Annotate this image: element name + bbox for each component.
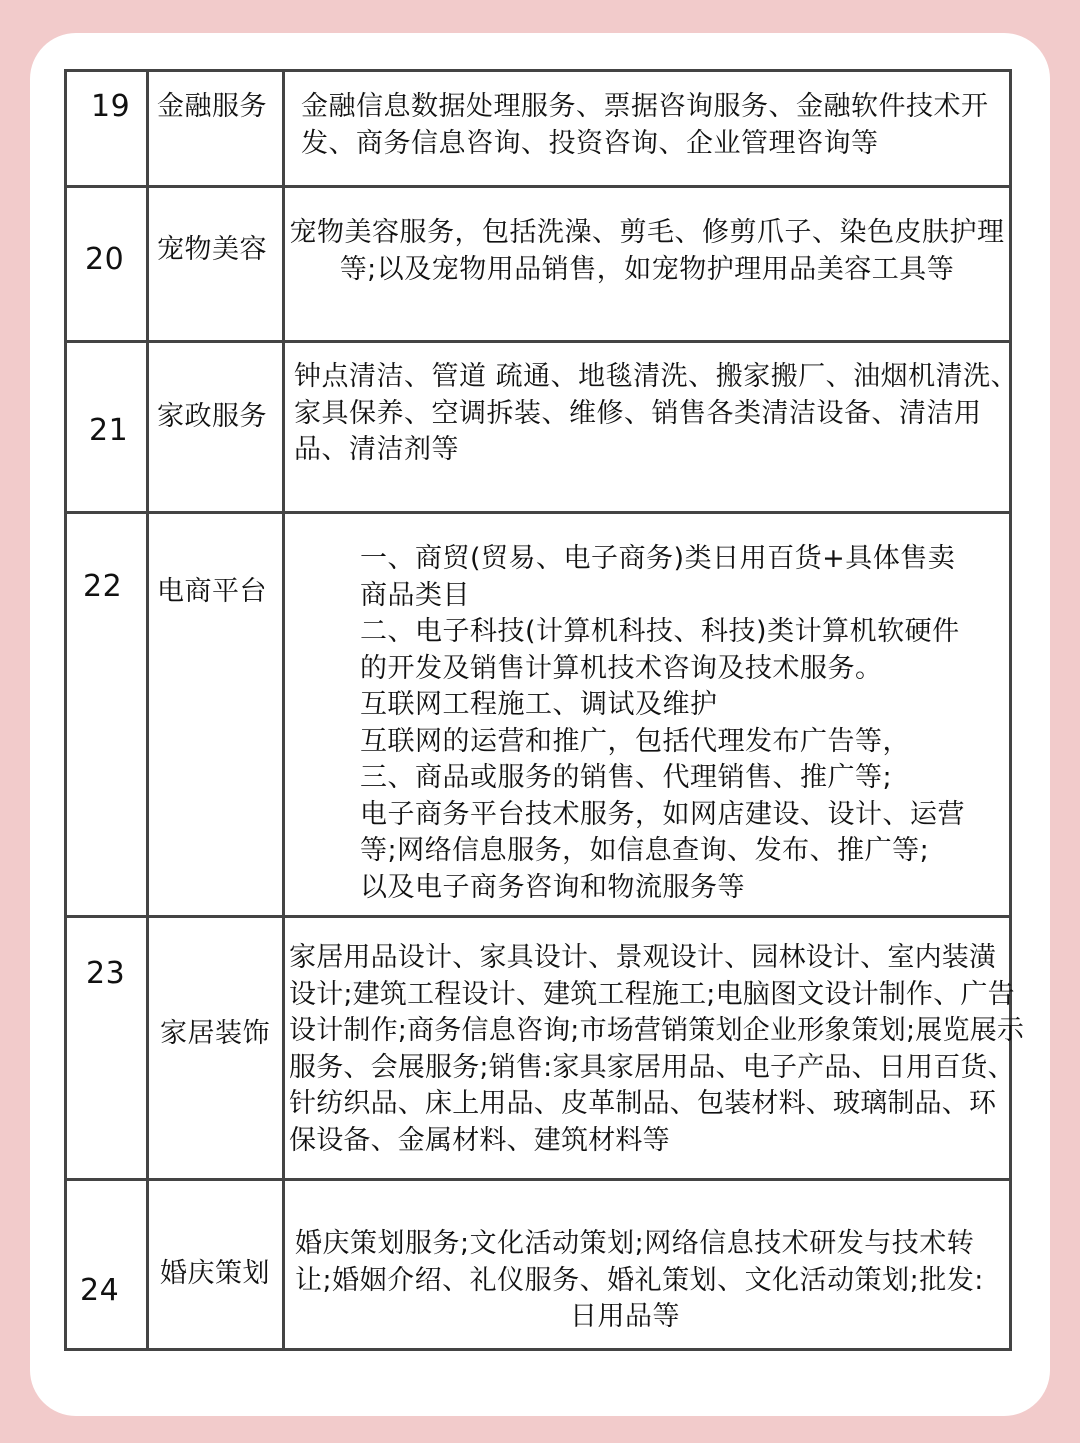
description-line: 日用品等: [570, 1301, 680, 1332]
row-name-cell: [149, 72, 285, 185]
row-description: [285, 215, 1009, 288]
description-line: 以及电子商务咨询和物流服务等: [360, 871, 745, 903]
row-name: 宠物美容: [157, 234, 267, 265]
description-line: 发、商务信息咨询、投资咨询、企业管理咨询等: [301, 127, 879, 159]
row-number: 23: [86, 956, 126, 991]
row-description: [301, 89, 989, 162]
table-row: [67, 188, 1009, 343]
row-number-cell: [67, 72, 149, 185]
description-line: 金融信息数据处理服务、票据咨询服务、金融软件技术开: [301, 91, 989, 122]
table-row: [67, 1181, 1009, 1351]
description-line: 互联网工程施工、调试及维护: [360, 689, 718, 720]
row-number-cell: [67, 1181, 149, 1351]
description-line: 宠物美容服务，包括洗澡、剪毛、修剪爪子、染色皮肤护理: [289, 217, 1005, 248]
row-description: [289, 940, 1024, 1159]
row-number: 20: [85, 242, 125, 277]
description-line: 婚庆策划服务;文化活动策划;网络信息技术研发与技术转: [295, 1228, 975, 1259]
row-description-cell: [285, 514, 1009, 915]
row-name: 金融服务: [157, 91, 267, 122]
row-name-cell: [149, 343, 285, 511]
description-line: 的开发及销售计算机技术咨询及技术服务。: [360, 652, 883, 684]
row-number: 21: [89, 413, 129, 448]
table-row: [67, 343, 1019, 514]
description-line: 互联网的运营和推广，包括代理发布广告等，: [360, 725, 910, 757]
row-name: 婚庆策划: [160, 1258, 270, 1289]
row-description-cell: [285, 918, 1025, 1178]
row-description-cell: [285, 72, 1009, 185]
description-line: 钟点清洁、管道 疏通、地毯清洗、搬家搬厂、油烟机清洗、: [294, 361, 1019, 392]
description-line: 家具保养、空调拆装、维修、销售各类清洁设备、清洁用: [294, 397, 982, 429]
row-description-cell: [285, 1181, 1009, 1351]
row-number-cell: [67, 343, 149, 511]
business-scope-table: [64, 69, 1025, 1351]
row-name-cell: [149, 1181, 285, 1351]
description-line: 让;婚姻介绍、礼仪服务、婚礼策划、文化活动策划;批发:: [295, 1264, 984, 1296]
row-number-cell: [67, 514, 149, 915]
row-description: [295, 1226, 984, 1336]
description-line: 一、商贸(贸易、电子商务)类日用百货+具体售卖: [360, 543, 956, 574]
description-line: 服务、会展服务;销售:家具家居用品、电子产品、日用百货、: [289, 1051, 1015, 1083]
description-line: 等;网络信息服务，如信息查询、发布、推广等;: [360, 835, 930, 866]
description-line: 保设备、金属材料、建筑材料等: [289, 1124, 670, 1156]
description-line: 针纺织品、床上用品、皮革制品、包装材料、玻璃制品、环: [289, 1088, 997, 1119]
row-description-cell: [285, 188, 1009, 340]
description-line: 二、电子科技(计算机科技、科技)类计算机软硬件: [360, 616, 960, 647]
description-line: 等;以及宠物用品销售，如宠物护理用品美容工具等: [339, 253, 955, 285]
description-line: 设计;建筑工程设计、建筑工程施工;电脑图文设计制作、广告: [289, 978, 1015, 1010]
row-description: [294, 359, 1018, 469]
description-line: 设计制作;商务信息咨询;市场营销策划企业形象策划;展览展示: [289, 1015, 1025, 1046]
row-number-cell: [67, 918, 149, 1178]
table-row: [67, 918, 1025, 1181]
row-name: 家居装饰: [160, 1018, 270, 1049]
table-row: [67, 514, 1009, 918]
table-row: [67, 72, 1009, 188]
row-name-cell: [149, 918, 285, 1178]
row-name: 电商平台: [157, 576, 267, 607]
row-name-cell: [149, 188, 285, 340]
row-description-cell: [285, 343, 1019, 511]
row-number: 19: [91, 89, 131, 124]
row-number: 22: [83, 569, 123, 604]
row-description: [360, 541, 965, 906]
description-line: 电子商务平台技术服务，如网店建设、设计、运营: [360, 798, 965, 830]
row-name: 家政服务: [157, 401, 267, 432]
row-number-cell: [67, 188, 149, 340]
description-line: 家居用品设计、家具设计、景观设计、园林设计、室内装潢: [289, 942, 997, 973]
row-number: 24: [80, 1273, 120, 1308]
description-line: 品、清洁剂等: [294, 434, 459, 465]
row-name-cell: [149, 514, 285, 915]
description-line: 商品类目: [360, 579, 470, 611]
description-line: 三、商品或服务的销售、代理销售、推广等;: [360, 762, 893, 793]
